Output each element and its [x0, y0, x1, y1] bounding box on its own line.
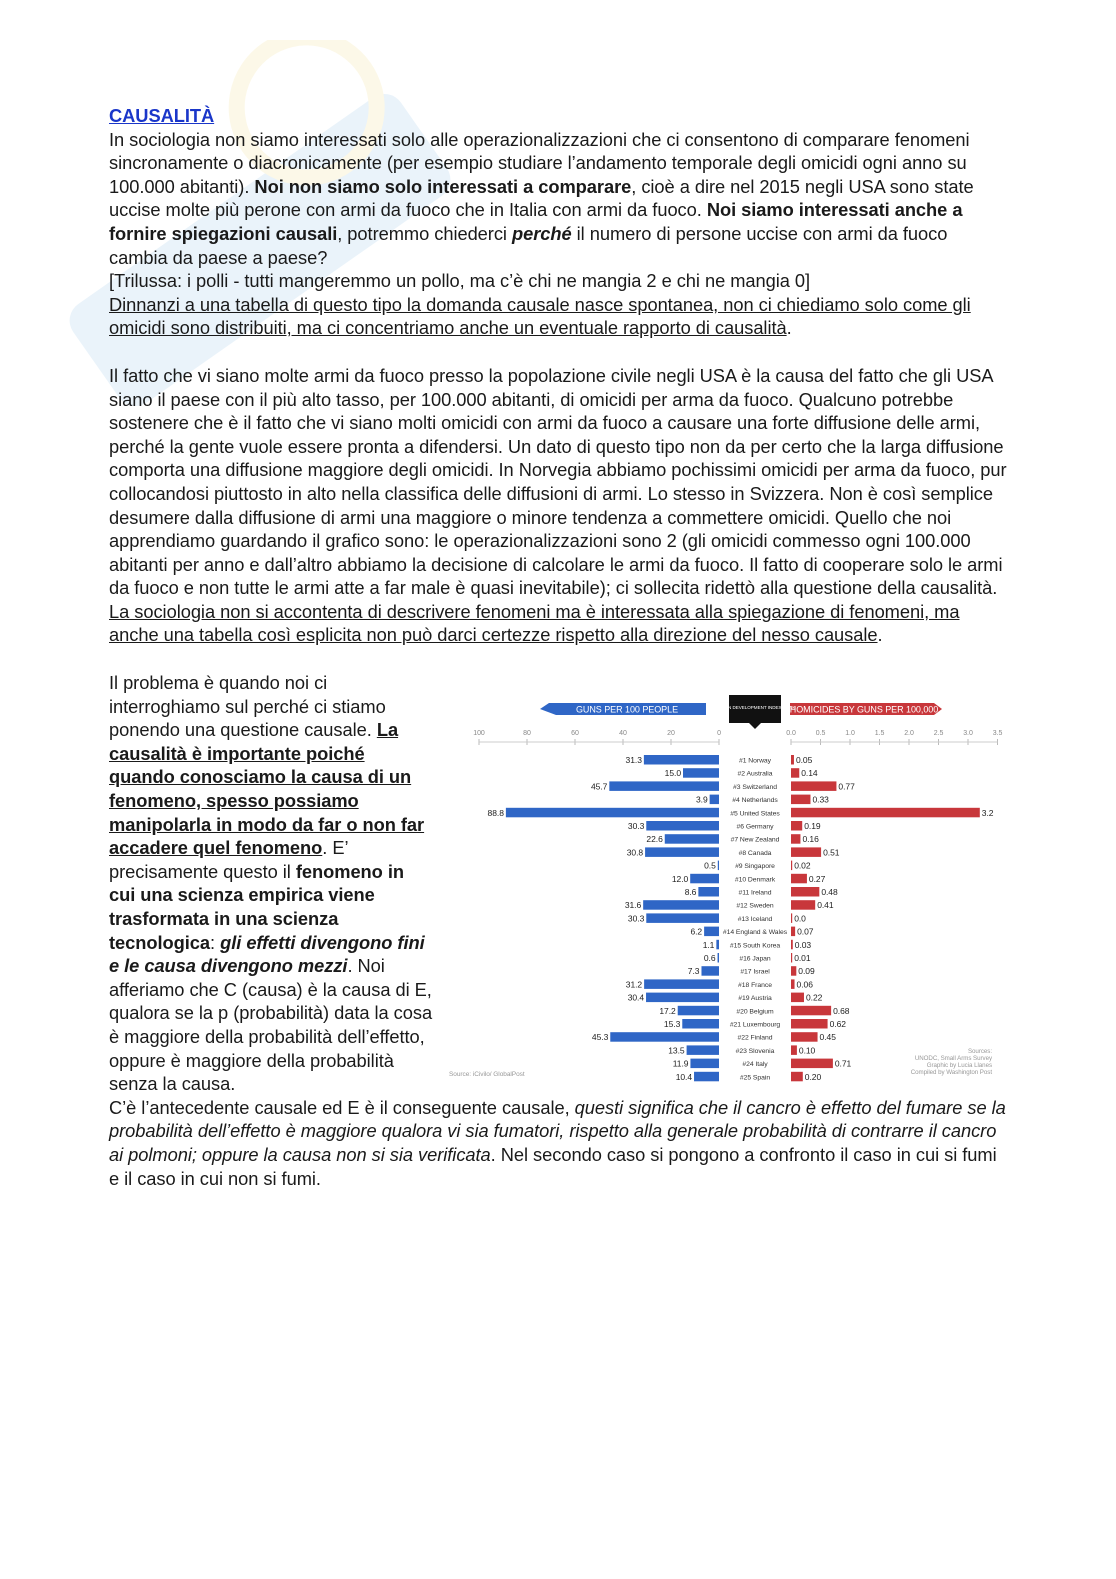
paragraph-3: Dinnanzi a una tabella di questo tipo la domanda causale nasce spontanea, non ci chiediamo solo come gli omicidi sono distribuiti, ma ci concentriamo anche un eventuale rapporto di causalità. [109, 293, 971, 339]
homicides-bar [791, 993, 804, 1003]
homicides-value-label: 0.07 [797, 926, 814, 937]
paragraph-4: Il fatto che vi siano molte armi da fuoco presso la popolazione civile negli USA è la causa del fatto che gli USA siano il paese con il più alto tasso, per 100.000 abitanti, di omicidi per arma da fuoco. Qualcuno potrebbe sostenere che è il fatto che vi siano molti omicidi con armi da fuoco a causare una forte diffusione delle armi, perché la gente vuole essere pronta a difendersi. Un dato di questo tipo non da per certo che la larga diffusione comporta una diffusione maggiore degli omicidi. In Norvegia abbiamo pochissimi omicidi per arma da fuoco, pur collocandosi piuttosto in alto nella classifica delle diffusioni di armi. Lo stesso in Svizzera. Non è così semplice desumere dalla diffusione di armi una maggiore o minore tendenza a commettere omicidi. Quello che noi apprendiamo guardando il grafico sono: le operazionalizzazioni sono 2 (gli omicidi commesso ogni 100.000 abitanti per anno e dall’altro abbiamo la decisione di calcolare le armi da fuoco. Il fatto di cooperare solo le armi da fuoco e non tutte le armi atte a far male è quasi inevitabile); ci sollecita ridettò alla questione della causalità. La sociologia non si accontenta di descrivere fenomeni ma è interessata alla spiegazione di fenomeni, ma anche una tabella così esplicita non può darci certezze rispetto alla direzione del nesso causale. [109, 364, 1007, 646]
document-body [109, 104, 1009, 1190]
left-axis-tick: 0 [717, 730, 721, 738]
guns-value-label: 31.6 [624, 900, 642, 911]
country-label: #12 Sweden [736, 902, 774, 910]
homicides-value-label: 0.09 [798, 966, 815, 977]
guns-value-label: 30.3 [627, 821, 645, 832]
guns-value-label: 0.6 [703, 953, 716, 964]
homicides-value-label: 0.02 [794, 860, 811, 871]
guns-bar [644, 755, 719, 765]
country-label: #19 Austria [738, 995, 772, 1003]
guns-value-label: 11.9 [672, 1058, 689, 1069]
homicides-bar [791, 1019, 828, 1029]
guns-bar [646, 913, 719, 923]
guns-bar [682, 1019, 719, 1029]
guns-value-label: 12.0 [671, 873, 689, 884]
guns-bar [710, 795, 719, 805]
homicides-value-label: 0.27 [808, 873, 826, 884]
guns-value-label: 3.9 [695, 794, 708, 805]
homicides-bar [791, 821, 802, 831]
country-label: #1 Norway [738, 757, 772, 765]
left-axis-tick: 60 [571, 730, 579, 738]
homicides-bar [791, 927, 795, 937]
homicides-value-label: 0.68 [833, 1005, 850, 1016]
paragraph-1: In sociologia non siamo interessati solo alle operazionalizzazioni che ci consentono di comparare fenomeni sincronamente o diacronicamente (per esempio studiare l’andamento temporale degli omicidi ogni anno su 100.000 abitanti). Noi non siamo solo interessati a comparare, cioè a dire nel 2015 negli USA sono state uccise molte più perone con armi da fuoco che in Italia con armi da fuoco. Noi siamo interessati anche a fornire spiegazioni causali, potremmo chiederci perché il numero di persone uccise con armi da fuoco cambia da paese a paese? [109, 128, 974, 268]
homicides-value-label: 3.2 [981, 807, 994, 818]
homicides-bar [791, 1006, 831, 1016]
document-title: CAUSALITÀ [109, 105, 215, 126]
homicides-value-label: 0.06 [796, 979, 813, 990]
country-label: #20 Belgium [736, 1008, 774, 1016]
homicides-value-label: 0.45 [819, 1032, 836, 1043]
country-label: #3 Switzerland [733, 783, 777, 791]
homicides-bar [791, 874, 807, 884]
source-left: Source: iCivilo/ GlobalPost [449, 1071, 525, 1079]
guns-bar [694, 1072, 719, 1082]
homicides-bar [791, 808, 980, 818]
country-label: #23 Slovenia [735, 1047, 775, 1055]
guns-value-label: 13.5 [668, 1045, 685, 1056]
homicides-value-label: 0.03 [794, 939, 812, 950]
homicides-value-label: 0.10 [798, 1045, 816, 1056]
guns-bar [645, 847, 719, 857]
homicides-bar [791, 953, 792, 963]
left-axis-tick: 100 [473, 730, 485, 738]
homicides-value-label: 0.01 [794, 953, 811, 964]
guns-bar [690, 874, 719, 884]
country-label: #10 Denmark [734, 876, 776, 884]
right-axis-tick: 0.0 [786, 730, 796, 738]
country-label: #6 Germany [736, 823, 774, 831]
homicides-bar [791, 913, 792, 923]
country-label: #13 Iceland [737, 915, 773, 923]
guns-value-label: 45.7 [590, 781, 608, 792]
guns-value-label: 30.3 [627, 913, 645, 924]
homicides-bar [791, 781, 836, 791]
left-axis-tick: 40 [619, 730, 627, 738]
homicides-value-label: 0.19 [804, 821, 821, 832]
guns-value-label: 31.3 [625, 755, 642, 766]
homicides-value-label: 0.05 [795, 755, 813, 766]
source-right-line: Compiled by Washington Post [910, 1069, 992, 1077]
country-label: #5 United States [730, 810, 780, 818]
right-axis-tick: 3.0 [963, 730, 973, 738]
guns-value-label: 7.3 [687, 966, 700, 977]
guns-value-label: 6.2 [690, 926, 703, 937]
guns-bar [687, 1045, 719, 1055]
homicides-bar [791, 834, 800, 844]
homicides-value-label: 0.20 [804, 1071, 822, 1082]
homicides-value-label: 0.0 [794, 913, 806, 924]
guns-value-label: 45.3 [591, 1032, 609, 1043]
country-label: #8 Canada [738, 849, 772, 857]
right-axis-tick: 1.5 [874, 730, 885, 738]
country-label: #7 New Zealand [730, 836, 780, 844]
homicides-bar [791, 861, 792, 871]
homicides-value-label: 0.62 [829, 1019, 846, 1030]
country-label: #21 Luxembourg [729, 1021, 781, 1029]
guns-value-label: 31.2 [625, 979, 643, 990]
guns-value-label: 22.6 [646, 834, 663, 845]
guns-bar [643, 900, 719, 910]
homicides-bar [791, 940, 793, 950]
guns-bar [646, 821, 719, 831]
right-axis-tick: 1.0 [845, 730, 855, 738]
homicides-bar [791, 1032, 818, 1042]
guns-value-label: 0.5 [704, 860, 716, 871]
guns-value-label: 8.6 [684, 887, 697, 898]
guns-value-label: 10.4 [675, 1071, 693, 1082]
guns-value-label: 17.2 [659, 1005, 676, 1016]
homicides-value-label: 0.48 [821, 887, 838, 898]
guns-homicides-chart [444, 687, 1009, 1082]
source-right-line: Sources: [967, 1048, 992, 1056]
homicides-bar [791, 1059, 833, 1069]
homicides-bar [791, 768, 799, 778]
source-right-line: Graphic by Lucia Llanes [926, 1062, 992, 1070]
country-label: #22 Finland [737, 1034, 773, 1042]
homicides-value-label: 0.16 [802, 834, 819, 845]
homicides-value-label: 0.77 [838, 781, 855, 792]
right-axis-tick: 3.5 [992, 730, 1003, 738]
country-label: #14 England & Wales [722, 929, 788, 937]
guns-value-label: 1.1 [702, 939, 715, 950]
country-label: #11 Ireland [738, 889, 772, 897]
country-label: #25 Spain [739, 1074, 771, 1082]
homicides-value-label: 0.22 [805, 992, 823, 1003]
homicides-bar [791, 1072, 803, 1082]
guns-value-label: 15.0 [664, 768, 681, 779]
homicides-bar [791, 966, 796, 976]
guns-header-label: GUNS PER 100 PEOPLE [575, 704, 679, 715]
homicides-value-label: 0.14 [801, 768, 818, 779]
guns-bar [683, 768, 719, 778]
country-label: #2 Australia [737, 770, 773, 778]
homicides-bar [791, 1045, 797, 1055]
country-label: #18 France [738, 981, 772, 989]
guns-bar [644, 979, 719, 989]
guns-value-label: 88.8 [487, 807, 504, 818]
left-axis-tick: 20 [667, 730, 675, 738]
guns-bar [704, 927, 719, 937]
paragraph-6: C’è l’antecedente causale ed E è il conseguente causale, questi significa che il cancro è effetto del fumare se la probabilità dell’effetto è maggiore qualora vi sia fumatori, rispetto alla generale probabilità di contrarre il cancro ai polmoni; oppure la causa non si sia verificata. Nel secondo caso si pongono a confronto il caso in cui si fumi e il caso in cui non si fumi. [109, 1096, 1006, 1189]
country-label: #9 Singapore [735, 863, 775, 871]
guns-bar [610, 1032, 719, 1042]
guns-bar [690, 1059, 719, 1069]
guns-value-label: 30.4 [627, 992, 645, 1003]
guns-value-label: 15.3 [663, 1019, 681, 1030]
guns-bar [698, 887, 719, 897]
homicides-bar [791, 847, 821, 857]
homicides-bar [791, 979, 795, 989]
guns-bar [718, 861, 719, 871]
guns-value-label: 30.8 [626, 847, 644, 858]
homicides-value-label: 0.51 [823, 847, 840, 858]
right-axis-tick: 0.5 [815, 730, 826, 738]
homicides-header-label: HOMICIDES BY GUNS PER 100,000 [789, 704, 939, 715]
homicides-value-label: 0.71 [834, 1058, 852, 1069]
country-label: #4 Netherlands [732, 797, 778, 805]
guns-bar [506, 808, 719, 818]
homicides-bar [791, 887, 819, 897]
guns-bar [678, 1006, 719, 1016]
guns-bar [716, 940, 719, 950]
source-right-line: UNODC, Small Arms Survey [914, 1055, 992, 1063]
guns-bar [701, 966, 719, 976]
guns-bar [665, 834, 719, 844]
country-label: #24 Italy [742, 1061, 768, 1069]
right-axis-tick: 2.0 [904, 730, 914, 738]
paragraph-2: [Trilussa: i polli - tutti mangeremmo un pollo, ma c’è chi ne mangia 2 e chi ne mangia 0] [109, 270, 811, 292]
guns-bar [609, 781, 719, 791]
homicides-bar [791, 795, 810, 805]
country-label: #17 Israel [740, 968, 770, 976]
homicides-bar [791, 900, 815, 910]
paragraph-5: Il problema è quando noi ci interroghiamo sul perché ci stiamo ponendo una questione causale. La causalità è importante poiché quando conosciamo la causa di un fenomeno, spesso possiamo manipolarla in modo da far o non far accadere quel fenomeno. E’ precisamente questo il fenomeno in cui una scienza empirica viene trasformata in una scienza tecnologica: gli effetti divengono fini e le causa divengono mezzi. Noi afferiamo che C (causa) è la causa di E, qualora se la p (probabilità) data la cosa è maggiore della probabilità dell’effetto, oppure è maggiore della probabilità senza la causa. [109, 672, 433, 1095]
right-axis-tick: 2.5 [933, 730, 944, 738]
homicides-value-label: 0.41 [817, 900, 834, 911]
left-axis-tick: 80 [523, 730, 531, 738]
hdi-header-pointer [749, 723, 761, 729]
country-label: #16 Japan [739, 955, 771, 963]
homicides-value-label: 0.33 [812, 794, 829, 805]
country-label: #15 South Korea [729, 942, 781, 950]
guns-bar [718, 953, 719, 963]
guns-bar [646, 993, 719, 1003]
hdi-header-label: HUMAN DEVELOPMENT INDEX RANK [714, 705, 796, 711]
homicides-bar [791, 755, 794, 765]
